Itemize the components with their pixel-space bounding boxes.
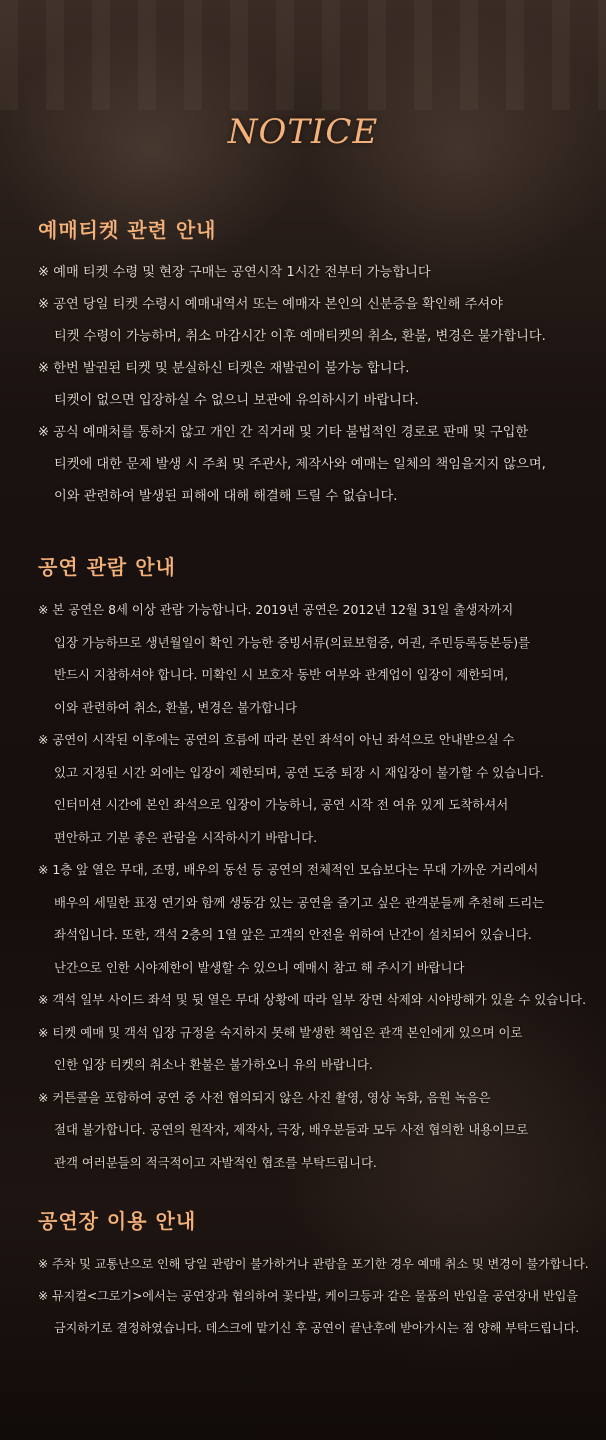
notice-item-continuation: 인한 입장 티켓의 취소나 환불은 불가하오니 유의 바랍니다. bbox=[54, 1057, 373, 1072]
notice-item: ※ 예매 티켓 수령 및 현장 구매는 공연시작 1시간 전부터 가능합니다 bbox=[38, 265, 431, 280]
page-title: NOTICE bbox=[227, 112, 379, 152]
background-photo bbox=[0, 0, 606, 110]
notice-item: ※ 1층 앞 열은 무대, 조명, 배우의 동선 등 공연의 전체적인 모습보다는 무대 가까운 거리에서 bbox=[38, 862, 539, 877]
notice-item: ※ 커튼콜을 포함하여 공연 중 사전 협의되지 않은 사진 촬영, 영상 녹화, 음원 녹음은 bbox=[38, 1089, 491, 1105]
notice-item-continuation: 반드시 지참하셔야 합니다. 미확인 시 보호자 동반 여부와 관계업이 입장이 제한되며, bbox=[54, 667, 509, 682]
notice-item: ※ 주차 및 교통난으로 인해 당일 관람이 불가하거나 관람을 포기한 경우 예매 취소 및 변경이 불가합니다. bbox=[38, 1257, 589, 1271]
notice-item-continuation: 티켓 수령이 가능하며, 취소 마감시간 이후 예매티켓의 취소, 환불, 변경은 불가합니다. bbox=[54, 329, 546, 344]
notice-item-continuation: 티켓에 대한 문제 발생 시 주최 및 주관사, 제작사와 예매는 일체의 책임을지지 않으며, bbox=[54, 457, 546, 472]
section-ticket bbox=[0, 217, 606, 513]
notice-item-continuation: 이와 관련하여 발생된 피해에 대해 해결해 드릴 수 없습니다. bbox=[54, 489, 398, 504]
notice-item-continuation: 입장 가능하므로 생년월일이 확인 가능한 증빙서류(의료보험증, 여권, 주민등록등본등)를 bbox=[54, 634, 531, 650]
section-items bbox=[0, 257, 606, 513]
notice-item: ※ 티켓 예매 및 객석 입장 규정을 숙지하지 못해 발생한 책임은 관객 본인에게 있으며 이로 bbox=[38, 1024, 523, 1040]
notice-item-continuation: 난간으로 인한 시야제한이 발생할 수 있으니 예매시 참고 해 주시기 바랍니다 bbox=[54, 959, 465, 975]
section-items bbox=[0, 1248, 606, 1344]
notice-item-continuation: 이와 관련하여 취소, 환불, 변경은 불가합니다 bbox=[54, 699, 298, 715]
section-viewing bbox=[0, 554, 606, 1179]
notice-item-continuation: 있고 지정된 시간 외에는 입장이 제한되며, 공연 도중 퇴장 시 재입장이 불가할 수 있습니다. bbox=[54, 764, 544, 780]
section-items bbox=[0, 594, 606, 1179]
section-venue bbox=[0, 1208, 606, 1344]
notice-item-continuation: 인터미션 시간에 본인 좌석으로 입장이 가능하니, 공연 시작 전 여유 있게 도착하셔서 bbox=[54, 797, 509, 812]
notice-item-continuation: 절대 불가합니다. 공연의 원작자, 제작사, 극장, 배우분들과 모두 사전 협의한 내용이므로 bbox=[54, 1122, 529, 1137]
notice-item: ※ 공식 예매처를 통하지 않고 개인 간 직거래 및 기타 불법적인 경로로 판매 및 구입한 bbox=[38, 425, 529, 440]
section-heading: 예매티켓 관련 안내 bbox=[38, 218, 217, 242]
notice-item-continuation: 티켓이 없으면 입장하실 수 없으니 보관에 유의하시기 바랍니다. bbox=[54, 393, 419, 408]
notice-item-continuation: 좌석입니다. 또한, 객석 2층의 1열 앞은 고객의 안전을 위하여 난간이 설치되어 있습니다. bbox=[54, 927, 532, 942]
section-heading: 공연 관람 안내 bbox=[38, 555, 176, 579]
notice-item: ※ 뮤지컬<그로기>에서는 공연장과 협의하여 꽃다발, 케이크등과 같은 물품의 반입을 공연장내 반입을 bbox=[38, 1289, 578, 1303]
notice-item: ※ 공연이 시작된 이후에는 공연의 흐름에 따라 본인 좌석이 아닌 좌석으로 안내받으실 수 bbox=[38, 732, 515, 747]
notice-item: ※ 한번 발권된 티켓 및 분실하신 티켓은 재발권이 불가능 합니다. bbox=[38, 361, 410, 376]
notice-item: ※ 객석 일부 사이드 좌석 및 뒷 열은 무대 상황에 따라 일부 장면 삭제와 시야방해가 있을 수 있습니다. bbox=[38, 992, 587, 1007]
notice-item: ※ 공연 당일 티켓 수령시 예매내역서 또는 예매자 본인의 신분증을 확인해 주셔야 bbox=[38, 297, 503, 312]
notice-item: ※ 본 공연은 8세 이상 관람 가능합니다. 2019년 공연은 2012년 12월 31일 출생자까지 bbox=[38, 602, 514, 617]
notice-item-continuation: 편안하고 기분 좋은 관람을 시작하시기 바랍니다. bbox=[54, 829, 318, 845]
notice-item-continuation: 금지하기로 결정하였습니다. 데스크에 맡기신 후 공연이 끝난후에 받아가시는 점 양해 부탁드립니다. bbox=[54, 1321, 580, 1335]
section-heading: 공연장 이용 안내 bbox=[38, 1209, 197, 1233]
notice-item-continuation: 관객 여러분들의 적극적이고 자발적인 협조를 부탁드립니다. bbox=[54, 1154, 377, 1170]
notice-item-continuation: 배우의 세밀한 표정 연기와 함께 생동감 있는 공연을 즐기고 싶은 관객분들께 추천해 드리는 bbox=[54, 894, 545, 910]
